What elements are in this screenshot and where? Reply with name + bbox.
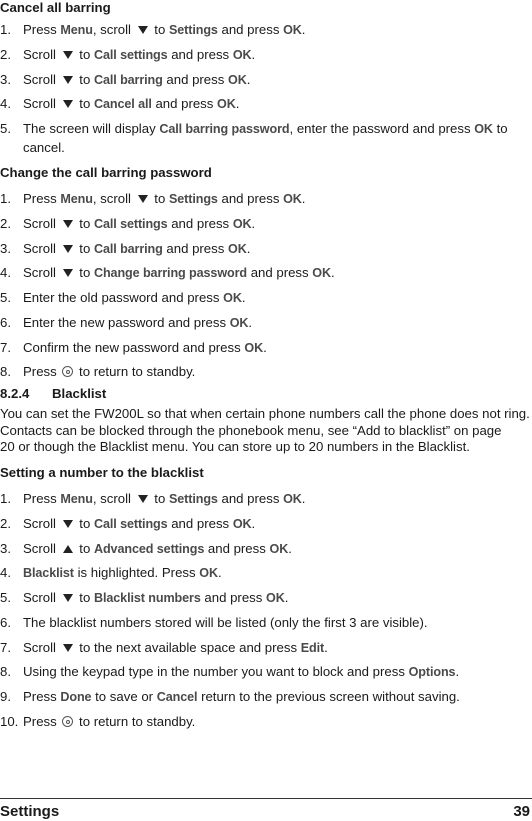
step-text: is highlighted. Press [73,565,200,580]
step-number: 5. [0,121,11,136]
step-text: . [248,315,253,330]
step-text: and press [217,191,284,206]
key-term: Settings [168,23,218,37]
step-text: Scroll [23,241,60,256]
step-text: and press [167,47,233,62]
step-text: to the next available space and press [75,640,301,655]
page-number: 39 [513,803,530,820]
step-text: . [455,664,460,679]
key-term: Menu [60,192,93,206]
blacklist-description [0,406,532,456]
paragraph-line: Contacts can be blocked through the phonebook menu, see “Add to blacklist” on page [0,422,502,438]
key-term: Settings [168,492,218,506]
key-term: Call settings [93,217,168,231]
step-text: and press [151,96,218,111]
key-term: OK [269,542,289,556]
step-text: The screen will display [23,121,160,136]
section-heading-setting-blacklist: Setting a number to the blacklist [0,465,204,480]
step-text: and press [167,516,233,531]
paragraph-line: 20 or though the Blacklist menu. You can store up to 20 numbers in the Blacklist. [0,439,470,454]
step-text: Scroll [23,516,60,531]
step-text: Confirm the new password and press [23,340,245,355]
step-text: . [288,541,292,556]
step-number: 5. [0,590,11,605]
step-text: and press [162,241,228,256]
key-term: OK [223,291,242,305]
step-text: Press [23,22,61,37]
step-text: The blacklist numbers stored will be listed (only the first 3 are visible). [23,615,428,630]
step-text: and press [217,491,284,506]
step-number: 1. [0,22,11,37]
key-term: Call settings [93,48,168,62]
key-term: Settings [168,192,218,206]
step-text: to [150,191,169,206]
down-triangle-icon [138,26,148,34]
step-number: 5. [0,290,11,305]
key-term: OK [229,316,249,330]
step-text: . [301,491,306,506]
step-text: . [235,96,240,111]
step-text: . [251,516,256,531]
step-text: . [241,290,246,305]
section-heading-cancel-all-barring: Cancel all barring [0,0,111,15]
down-triangle-icon [63,51,73,59]
key-term: Change barring password [93,266,248,280]
paragraph-line: You can set the FW200L so that when certain phone numbers call the phone does not ring. [0,406,530,421]
step-number: 9. [0,689,11,704]
step-text: . [324,640,328,655]
step-text: to return to standby. [75,714,196,729]
key-term: OK [244,341,264,355]
section-heading-change-password: Change the call barring password [0,165,212,180]
step-number: 1. [0,191,11,206]
down-triangle-icon [63,594,73,602]
key-term: OK [283,23,302,37]
step-number: 8. [0,364,11,379]
step-text: and press [247,265,313,280]
step-text: Scroll [23,96,60,111]
key-term: Done [60,690,92,704]
step-text: Scroll [23,541,60,556]
end-key-icon [62,366,73,377]
step-text: , scroll [92,191,135,206]
key-term: OK [283,192,302,206]
step-text: Scroll [23,216,60,231]
step-text: , scroll [92,491,135,506]
step-text: to [150,491,169,506]
key-term: Call barring password [159,122,290,136]
step-text: Using the keypad type in the number you want to block and press [23,664,409,679]
step-text: Enter the new password and press [23,315,230,330]
end-key-icon [62,716,73,727]
step-text: to [75,96,94,111]
key-term: OK [228,242,247,256]
step-text: to return to standby. [75,364,196,379]
key-term: OK [217,97,236,111]
step-number: 4. [0,96,11,111]
step-text: to [492,121,508,136]
key-term: Cancel [156,690,198,704]
down-triangle-icon [63,520,73,528]
step-text: . [246,241,251,256]
key-term: Call settings [93,517,168,531]
down-triangle-icon [63,220,73,228]
key-term: OK [266,591,285,605]
step-text: and press [204,541,270,556]
section-title: Blacklist [52,386,107,401]
key-term: Options [408,665,456,679]
key-term: Edit [300,641,325,655]
step-text: Enter the old password and press [23,290,224,305]
step-text: . [284,590,289,605]
step-text: to save or [91,689,157,704]
key-term: Menu [60,23,93,37]
step-text: and press [200,590,267,605]
step-text: cancel. [23,140,65,155]
step-text: Press [23,491,61,506]
step-number: 3. [0,241,11,256]
key-term: Call barring [93,242,163,256]
step-text: . [246,72,251,87]
step-text: and press [162,72,228,87]
footer-divider [0,798,532,799]
step-text: to [75,241,94,256]
down-triangle-icon [63,245,73,253]
step-number: 2. [0,47,11,62]
key-term: Blacklist [23,566,74,580]
step-text: . [330,265,335,280]
step-text: , scroll [92,22,135,37]
step-number: 2. [0,516,11,531]
step-number: 10. [0,714,19,729]
step-text: to [75,516,94,531]
step-text: . [251,216,256,231]
key-term: OK [283,492,302,506]
step-number: 4. [0,565,11,580]
down-triangle-icon [63,269,73,277]
key-term: OK [232,217,252,231]
step-text: to [75,216,94,231]
step-text: Scroll [23,72,60,87]
step-number: 7. [0,340,11,355]
footer-section-name: Settings [0,803,60,820]
step-text: Press [23,191,61,206]
step-number: 3. [0,541,11,556]
section-number: 8.2.4 [0,386,30,401]
step-text: Scroll [23,265,60,280]
key-term: OK [474,122,493,136]
down-triangle-icon [63,644,73,652]
step-text: . [301,22,306,37]
down-triangle-icon [138,495,148,503]
step-text: and press [167,216,233,231]
step-text: Scroll [23,590,60,605]
step-text: to [150,22,169,37]
step-text: to [75,47,94,62]
down-triangle-icon [138,195,148,203]
key-term: OK [232,48,252,62]
step-text: . [217,565,222,580]
step-text: Press [23,714,61,729]
key-term: Cancel all [93,97,152,111]
step-text: to [75,265,94,280]
step-text: . [301,191,306,206]
step-number: 6. [0,315,11,330]
step-text: , enter the password and press [289,121,475,136]
key-term: OK [232,517,252,531]
step-number: 8. [0,664,11,679]
key-term: Menu [60,492,93,506]
step-text: to [75,72,94,87]
key-term: Call barring [93,73,163,87]
step-number: 4. [0,265,11,280]
step-number: 6. [0,615,11,630]
step-text: . [263,340,267,355]
step-number: 2. [0,216,11,231]
step-text: Scroll [23,47,60,62]
step-text: Scroll [23,640,60,655]
key-term: Blacklist numbers [93,591,201,605]
key-term: Advanced settings [93,542,205,556]
key-term: OK [312,266,331,280]
step-text: to [75,541,94,556]
step-text: . [251,47,256,62]
step-text: return to the previous screen without saving. [197,689,460,704]
step-number: 7. [0,640,11,655]
key-term: OK [199,566,218,580]
step-text: Press [23,364,61,379]
up-triangle-icon [63,545,73,553]
down-triangle-icon [63,100,73,108]
step-text: to [75,590,94,605]
step-number: 3. [0,72,11,87]
key-term: OK [228,73,247,87]
step-number: 1. [0,491,11,506]
step-text: Press [23,689,61,704]
step-text: and press [217,22,284,37]
down-triangle-icon [63,76,73,84]
